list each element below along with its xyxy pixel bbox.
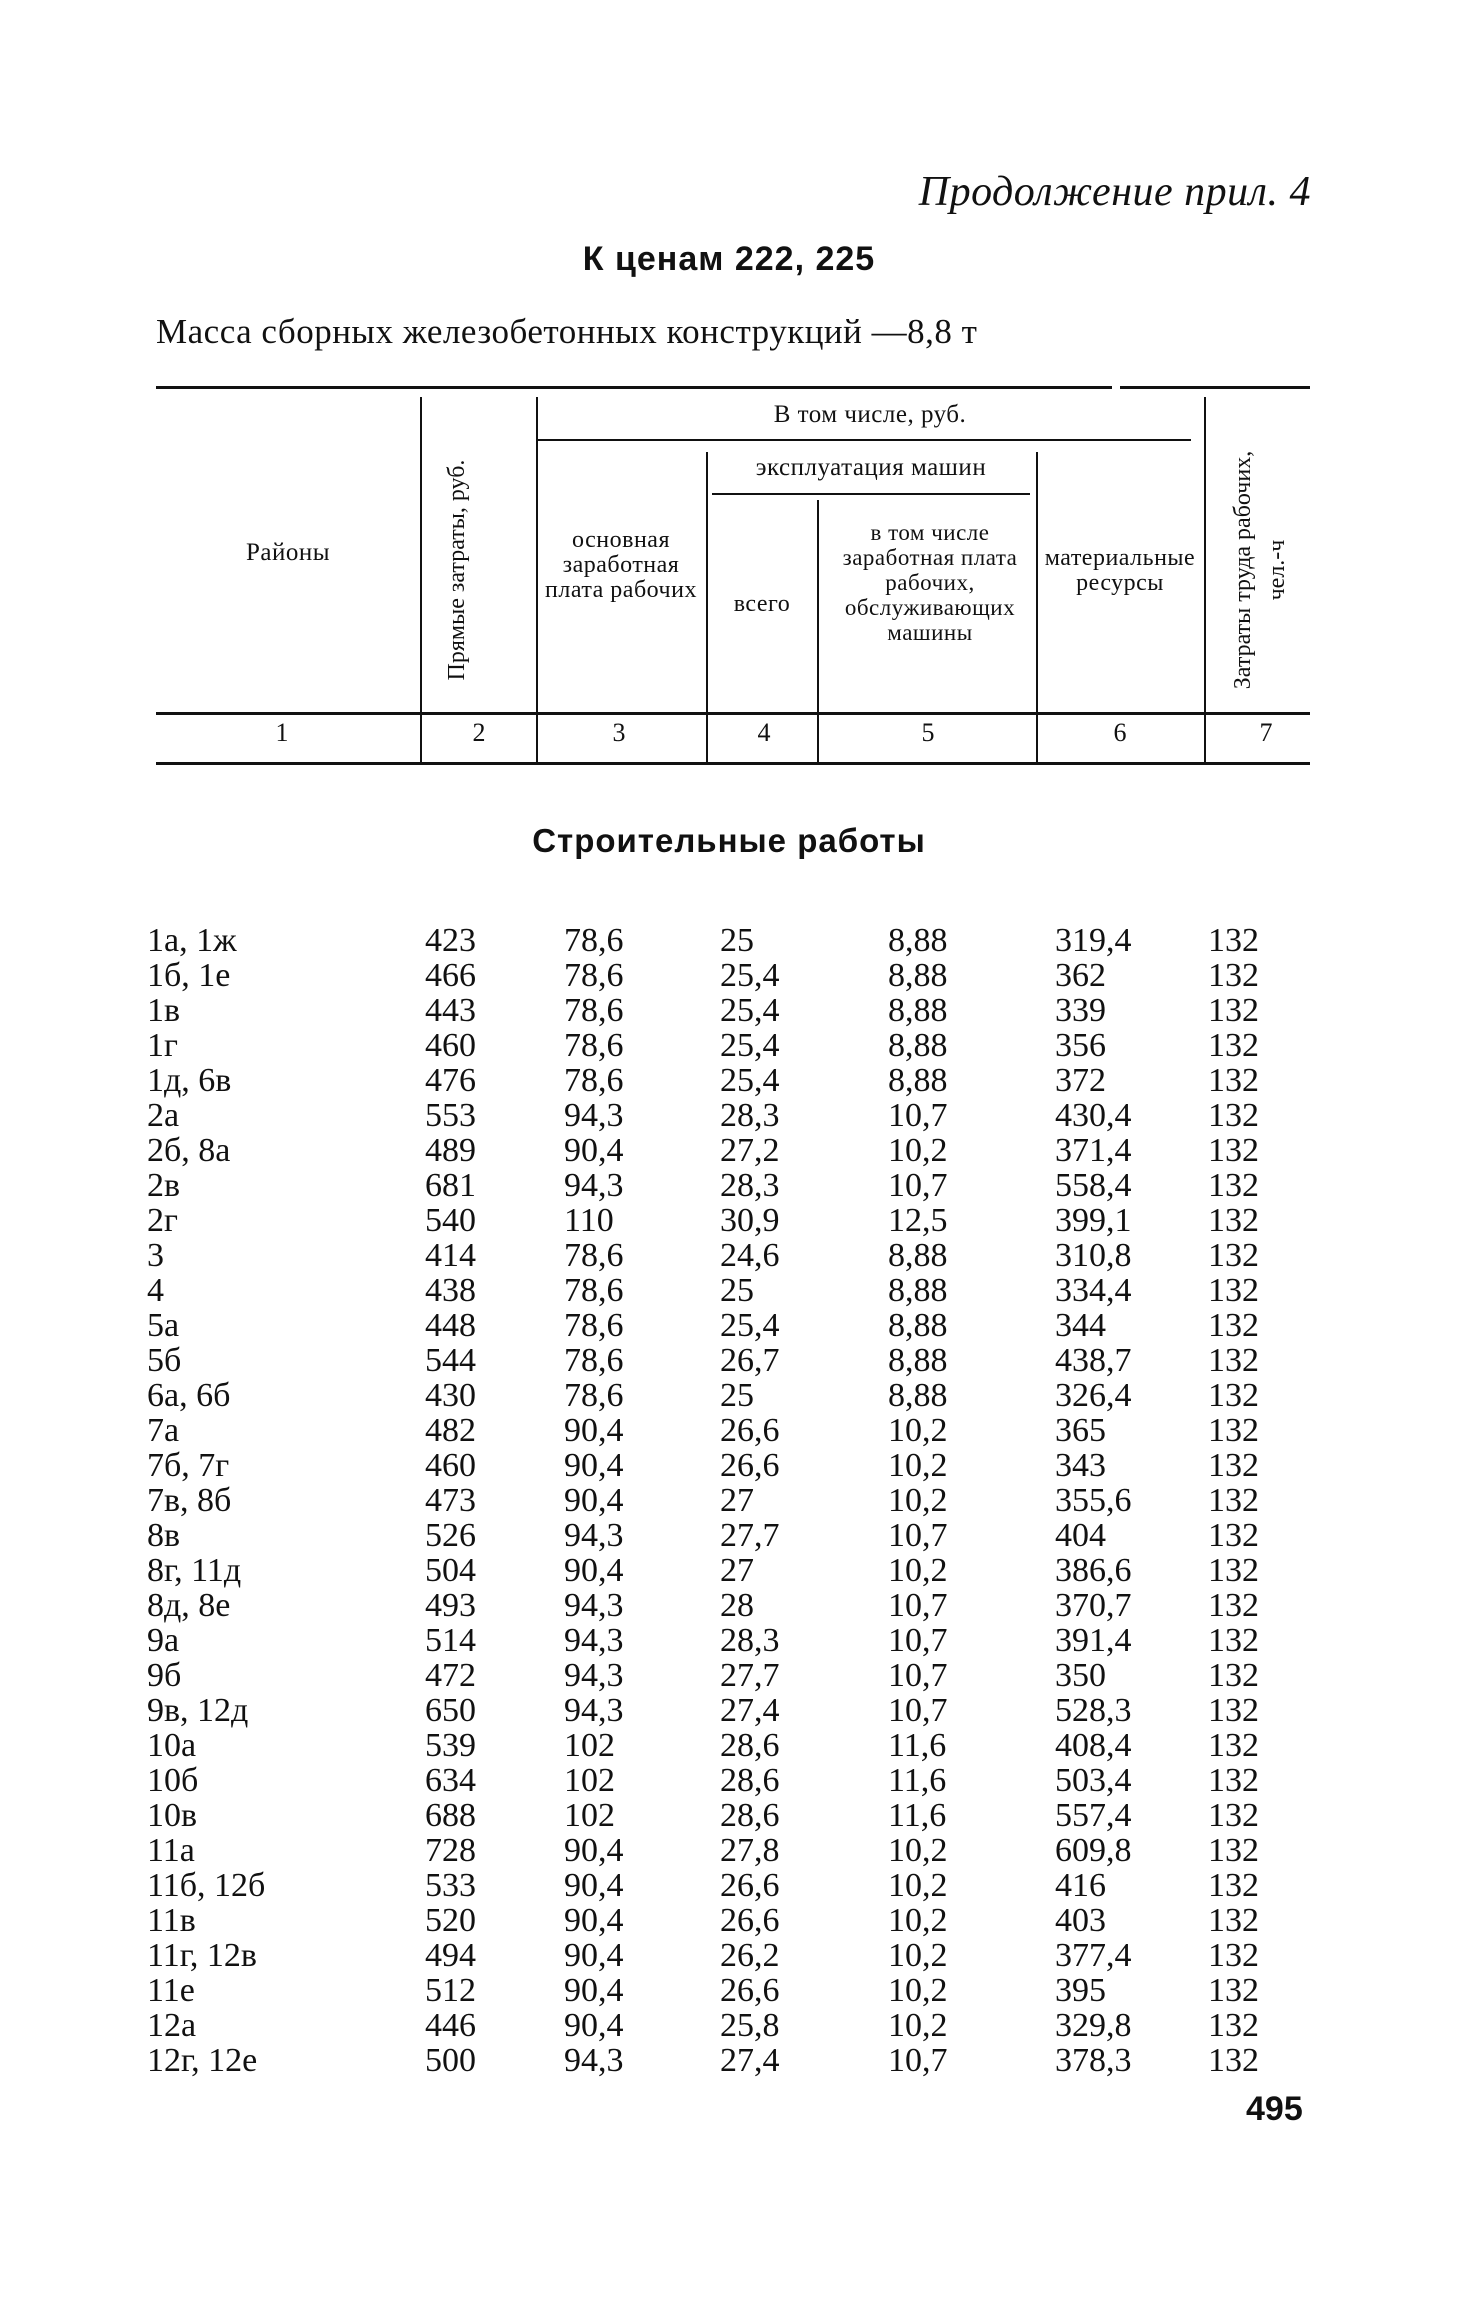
header-top-rule-right (1120, 386, 1310, 389)
table-cell: 466 (425, 957, 476, 994)
table-cell: 132 (1208, 1727, 1259, 1764)
table-cell: 132 (1208, 1132, 1259, 1169)
table-cell: 132 (1208, 1972, 1259, 2009)
table-cell: 2в (147, 1167, 181, 1204)
table-cell: 132 (1208, 1202, 1259, 1239)
table-cell: 403 (1055, 1902, 1106, 1939)
table-cell: 25,4 (720, 992, 780, 1029)
table-cell: 10,2 (888, 1482, 948, 1519)
table-row (0, 1063, 1458, 1098)
table-cell: 28,3 (720, 1622, 780, 1659)
table-cell: 500 (425, 2042, 476, 2079)
table-cell: 10а (147, 1727, 197, 1764)
table-cell: 90,4 (564, 1867, 624, 1904)
header-group: В том числе, руб. (773, 401, 967, 428)
column-number-7: 7 (1259, 718, 1273, 747)
group-rule (536, 439, 1191, 441)
table-cell: 28,3 (720, 1167, 780, 1204)
table-cell: 27,8 (720, 1832, 780, 1869)
table-cell: 512 (425, 1972, 476, 2009)
divider-6 (1204, 397, 1206, 762)
table-cell: 329,8 (1055, 2007, 1132, 2044)
table-cell: 493 (425, 1587, 476, 1624)
table-cell: 416 (1055, 1867, 1106, 1904)
table-cell: 371,4 (1055, 1132, 1132, 1169)
table-cell: 90,4 (564, 1552, 624, 1589)
table-cell: 94,3 (564, 1587, 624, 1624)
header-bottom-rule (156, 712, 1310, 715)
table-row (0, 1308, 1458, 1343)
table-cell: 7а (147, 1412, 180, 1449)
table-cell: 26,6 (720, 1902, 780, 1939)
table-cell: 94,3 (564, 1622, 624, 1659)
continuation-note: Продолжение прил. 4 (918, 169, 1311, 215)
table-cell: 344 (1055, 1307, 1106, 1344)
table-cell: 414 (425, 1237, 476, 1274)
table-cell: 438,7 (1055, 1342, 1132, 1379)
table-cell: 132 (1208, 1867, 1259, 1904)
table-cell: 132 (1208, 1622, 1259, 1659)
data-rows (0, 923, 1458, 2078)
table-cell: 472 (425, 1657, 476, 1694)
table-cell: 386,6 (1055, 1552, 1132, 1589)
table-cell: 8,88 (888, 1377, 948, 1414)
header-machines-total: всего (733, 591, 791, 617)
table-row (0, 1938, 1458, 1973)
table-cell: 28,3 (720, 1097, 780, 1134)
table-cell: 553 (425, 1097, 476, 1134)
table-cell: 78,6 (564, 1307, 624, 1344)
table-cell: 78,6 (564, 1237, 624, 1274)
table-cell: 7в, 8б (147, 1482, 232, 1519)
column-number-2: 2 (472, 718, 486, 747)
table-cell: 132 (1208, 1307, 1259, 1344)
table-cell: 10,7 (888, 1692, 948, 1729)
table-cell: 102 (564, 1727, 615, 1764)
table-cell: 460 (425, 1447, 476, 1484)
table-cell: 334,4 (1055, 1272, 1132, 1309)
table-cell: 132 (1208, 1342, 1259, 1379)
table-cell: 634 (425, 1762, 476, 1799)
table-cell: 2а (147, 1097, 180, 1134)
table-cell: 8,88 (888, 1307, 948, 1344)
table-cell: 94,3 (564, 1517, 624, 1554)
table-cell: 132 (1208, 1237, 1259, 1274)
table-cell: 10,2 (888, 1132, 948, 1169)
mass-line: Масса сборных железобетонных конструкций —8,8 т (156, 312, 978, 351)
table-cell: 514 (425, 1622, 476, 1659)
table-cell: 102 (564, 1797, 615, 1834)
table-cell: 482 (425, 1412, 476, 1449)
table-cell: 404 (1055, 1517, 1106, 1554)
table-cell: 28 (720, 1587, 754, 1624)
table-cell: 25 (720, 922, 754, 959)
table-cell: 132 (1208, 1027, 1259, 1064)
table-cell: 90,4 (564, 1447, 624, 1484)
table-cell: 473 (425, 1482, 476, 1519)
table-cell: 27 (720, 1552, 754, 1589)
table-row (0, 1098, 1458, 1133)
table-cell: 494 (425, 1937, 476, 1974)
table-row (0, 1553, 1458, 1588)
table-cell: 26,6 (720, 1972, 780, 2009)
table-cell: 11,6 (888, 1727, 947, 1764)
table-cell: 132 (1208, 1797, 1259, 1834)
table-cell: 10в (147, 1797, 198, 1834)
table-cell: 132 (1208, 2007, 1259, 2044)
table-cell: 28,6 (720, 1797, 780, 1834)
table-cell: 132 (1208, 1902, 1259, 1939)
divider-1 (420, 397, 422, 762)
table-row (0, 1448, 1458, 1483)
table-cell: 132 (1208, 1062, 1259, 1099)
header-materials: материальные ресурсы (1044, 545, 1196, 596)
table-cell: 30,9 (720, 1202, 780, 1239)
table-row (0, 1133, 1458, 1168)
table-cell: 5б (147, 1342, 182, 1379)
table-cell: 102 (564, 1762, 615, 1799)
table-cell: 9б (147, 1657, 182, 1694)
table-row (0, 923, 1458, 958)
table-cell: 10,7 (888, 2042, 948, 2079)
header-base-wage: основная заработная плата рабочих (545, 527, 697, 603)
table-row (0, 2008, 1458, 2043)
section-heading: Строительные работы (532, 822, 926, 859)
table-cell: 10,2 (888, 1832, 948, 1869)
table-cell: 24,6 (720, 1237, 780, 1274)
table-row (0, 1343, 1458, 1378)
table-cell: 8г, 11д (147, 1552, 242, 1589)
table-cell: 132 (1208, 957, 1259, 994)
table-cell: 430 (425, 1377, 476, 1414)
table-cell: 395 (1055, 1972, 1106, 2009)
table-row (0, 1798, 1458, 1833)
divider-4 (817, 500, 819, 762)
table-cell: 25 (720, 1377, 754, 1414)
table-row (0, 1973, 1458, 2008)
table-cell: 132 (1208, 1482, 1259, 1519)
table-cell: 132 (1208, 1377, 1259, 1414)
table-row (0, 1763, 1458, 1798)
table-cell: 1г (147, 1027, 178, 1064)
table-cell: 443 (425, 992, 476, 1029)
table-row (0, 1028, 1458, 1063)
table-cell: 10,7 (888, 1097, 948, 1134)
table-cell: 90,4 (564, 1902, 624, 1939)
table-cell: 27,4 (720, 2042, 780, 2079)
table-cell: 132 (1208, 1937, 1259, 1974)
table-cell: 25,4 (720, 1062, 780, 1099)
header-regions: Районы (245, 539, 331, 566)
table-cell: 25,4 (720, 957, 780, 994)
table-cell: 11,6 (888, 1762, 947, 1799)
table-cell: 90,4 (564, 1412, 624, 1449)
table-cell: 90,4 (564, 1482, 624, 1519)
table-cell: 539 (425, 1727, 476, 1764)
table-cell: 557,4 (1055, 1797, 1132, 1834)
table-cell: 9в, 12д (147, 1692, 249, 1729)
page-number: 495 (1246, 2090, 1303, 2128)
table-cell: 10,2 (888, 1552, 948, 1589)
table-cell: 430,4 (1055, 1097, 1132, 1134)
table-cell: 10б (147, 1762, 199, 1799)
table-cell: 460 (425, 1027, 476, 1064)
table-cell: 27,2 (720, 1132, 780, 1169)
table-cell: 27,4 (720, 1692, 780, 1729)
table-cell: 90,4 (564, 1832, 624, 1869)
table-cell: 26,7 (720, 1342, 780, 1379)
table-cell: 26,6 (720, 1412, 780, 1449)
table-cell: 78,6 (564, 957, 624, 994)
table-cell: 2г (147, 1202, 178, 1239)
table-cell: 1в (147, 992, 181, 1029)
machines-rule (712, 493, 1030, 495)
table-cell: 533 (425, 1867, 476, 1904)
table-cell: 372 (1055, 1062, 1106, 1099)
table-cell: 110 (564, 1202, 614, 1239)
table-cell: 362 (1055, 957, 1106, 994)
table-cell: 681 (425, 1167, 476, 1204)
table-cell: 8д, 8е (147, 1587, 231, 1624)
table-row (0, 1658, 1458, 1693)
table-cell: 132 (1208, 1447, 1259, 1484)
table-cell: 438 (425, 1272, 476, 1309)
table-cell: 28,6 (720, 1727, 780, 1764)
header-machine-wage: в том числе заработная плата рабочих, обслуживающих машины (842, 520, 1018, 645)
table-cell: 10,7 (888, 1167, 948, 1204)
table-cell: 12а (147, 2007, 197, 2044)
table-row (0, 958, 1458, 993)
table-cell: 94,3 (564, 1167, 624, 1204)
table-row (0, 1413, 1458, 1448)
table-cell: 650 (425, 1692, 476, 1729)
table-cell: 132 (1208, 1657, 1259, 1694)
table-cell: 94,3 (564, 1692, 624, 1729)
table-cell: 132 (1208, 1587, 1259, 1624)
table-row (0, 1273, 1458, 1308)
table-row (0, 993, 1458, 1028)
table-cell: 10,7 (888, 1587, 948, 1624)
table-cell: 5а (147, 1307, 180, 1344)
table-cell: 310,8 (1055, 1237, 1132, 1274)
column-number-5: 5 (921, 718, 935, 747)
table-cell: 8,88 (888, 1272, 948, 1309)
table-cell: 132 (1208, 2042, 1259, 2079)
table-cell: 90,4 (564, 1937, 624, 1974)
table-cell: 476 (425, 1062, 476, 1099)
table-cell: 78,6 (564, 922, 624, 959)
table-cell: 8,88 (888, 1342, 948, 1379)
header-labor: Затраты труда рабочих, чел.-ч (1230, 450, 1290, 690)
table-cell: 10,2 (888, 2007, 948, 2044)
table-cell: 94,3 (564, 1097, 624, 1134)
table-row (0, 1203, 1458, 1238)
table-cell: 132 (1208, 1097, 1259, 1134)
table-cell: 503,4 (1055, 1762, 1132, 1799)
table-cell: 10,7 (888, 1517, 948, 1554)
table-cell: 78,6 (564, 1027, 624, 1064)
table-cell: 26,2 (720, 1937, 780, 1974)
table-cell: 8в (147, 1517, 181, 1554)
table-cell: 446 (425, 2007, 476, 2044)
table-cell: 132 (1208, 1167, 1259, 1204)
table-cell: 1д, 6в (147, 1062, 232, 1099)
table-cell: 94,3 (564, 2042, 624, 2079)
header-top-rule (156, 386, 1112, 389)
table-cell: 355,6 (1055, 1482, 1132, 1519)
table-cell: 94,3 (564, 1657, 624, 1694)
table-cell: 132 (1208, 1692, 1259, 1729)
table-cell: 10,2 (888, 1972, 948, 2009)
table-cell: 132 (1208, 1412, 1259, 1449)
table-cell: 408,4 (1055, 1727, 1132, 1764)
table-cell: 12г, 12е (147, 2042, 258, 2079)
table-cell: 540 (425, 1202, 476, 1239)
table-cell: 3 (147, 1237, 164, 1274)
table-cell: 11а (147, 1832, 195, 1869)
table-cell: 25 (720, 1272, 754, 1309)
table-cell: 8,88 (888, 922, 948, 959)
table-cell: 528,3 (1055, 1692, 1132, 1729)
table-cell: 2б, 8а (147, 1132, 231, 1169)
table-cell: 350 (1055, 1657, 1106, 1694)
numbers-bottom-rule (156, 762, 1310, 765)
table-cell: 558,4 (1055, 1167, 1132, 1204)
table-cell: 6а, 6б (147, 1377, 231, 1414)
column-number-1: 1 (275, 718, 289, 747)
table-cell: 132 (1208, 992, 1259, 1029)
table-cell: 10,7 (888, 1622, 948, 1659)
table-cell: 8,88 (888, 1027, 948, 1064)
table-cell: 326,4 (1055, 1377, 1132, 1414)
table-cell: 11е (147, 1972, 195, 2009)
column-number-6: 6 (1113, 718, 1127, 747)
table-cell: 1б, 1е (147, 957, 231, 994)
table-cell: 132 (1208, 1272, 1259, 1309)
table-cell: 520 (425, 1902, 476, 1939)
table-cell: 10,2 (888, 1937, 948, 1974)
table-cell: 448 (425, 1307, 476, 1344)
table-cell: 78,6 (564, 1062, 624, 1099)
table-cell: 399,1 (1055, 1202, 1132, 1239)
table-row (0, 1588, 1458, 1623)
table-cell: 4 (147, 1272, 164, 1309)
table-cell: 526 (425, 1517, 476, 1554)
column-number-3: 3 (612, 718, 626, 747)
table-cell: 27,7 (720, 1517, 780, 1554)
table-cell: 90,4 (564, 2007, 624, 2044)
table-cell: 12,5 (888, 1202, 948, 1239)
header-machines: эксплуатация машин (755, 454, 987, 481)
table-cell: 688 (425, 1797, 476, 1834)
table-cell: 78,6 (564, 992, 624, 1029)
table-cell: 27 (720, 1482, 754, 1519)
table-cell: 26,6 (720, 1867, 780, 1904)
table-cell: 343 (1055, 1447, 1106, 1484)
table-cell: 1а, 1ж (147, 922, 237, 959)
table-row (0, 1623, 1458, 1658)
table-cell: 10,2 (888, 1447, 948, 1484)
table-cell: 26,6 (720, 1447, 780, 1484)
table-cell: 504 (425, 1552, 476, 1589)
table-cell: 339 (1055, 992, 1106, 1029)
table-cell: 7б, 7г (147, 1447, 230, 1484)
table-cell: 90,4 (564, 1972, 624, 2009)
table-cell: 319,4 (1055, 922, 1132, 959)
table-cell: 8,88 (888, 1237, 948, 1274)
table-cell: 728 (425, 1832, 476, 1869)
table-row (0, 1168, 1458, 1203)
table-cell: 25,4 (720, 1307, 780, 1344)
table-cell: 132 (1208, 1762, 1259, 1799)
table-cell: 489 (425, 1132, 476, 1169)
table-row (0, 1693, 1458, 1728)
table-cell: 378,3 (1055, 2042, 1132, 2079)
table-cell: 132 (1208, 1552, 1259, 1589)
table-cell: 9а (147, 1622, 180, 1659)
table-row (0, 1868, 1458, 1903)
table-cell: 11в (147, 1902, 196, 1939)
table-cell: 8,88 (888, 1062, 948, 1099)
column-number-4: 4 (757, 718, 771, 747)
table-row (0, 1728, 1458, 1763)
table-cell: 10,2 (888, 1867, 948, 1904)
table-cell: 10,7 (888, 1657, 948, 1694)
table-cell: 78,6 (564, 1342, 624, 1379)
table-row (0, 1518, 1458, 1553)
table-cell: 11г, 12в (147, 1937, 257, 1974)
table-cell: 356 (1055, 1027, 1106, 1064)
table-cell: 609,8 (1055, 1832, 1132, 1869)
table-cell: 8,88 (888, 992, 948, 1029)
table-cell: 25,4 (720, 1027, 780, 1064)
table-cell: 377,4 (1055, 1937, 1132, 1974)
table-cell: 11,6 (888, 1797, 947, 1834)
table-row (0, 1378, 1458, 1413)
price-title: К ценам 222, 225 (582, 240, 876, 278)
table-cell: 78,6 (564, 1272, 624, 1309)
table-cell: 544 (425, 1342, 476, 1379)
table-cell: 423 (425, 922, 476, 959)
table-row (0, 2043, 1458, 2078)
divider-5 (1036, 452, 1038, 762)
table-cell: 10,2 (888, 1412, 948, 1449)
table-row (0, 1903, 1458, 1938)
table-cell: 28,6 (720, 1762, 780, 1799)
table-cell: 132 (1208, 1832, 1259, 1869)
table-cell: 27,7 (720, 1657, 780, 1694)
table-cell: 8,88 (888, 957, 948, 994)
header-direct-costs: Прямые затраты, руб. (444, 459, 470, 681)
table-cell: 132 (1208, 1517, 1259, 1554)
table-row (0, 1238, 1458, 1273)
table-cell: 391,4 (1055, 1622, 1132, 1659)
table-row (0, 1483, 1458, 1518)
table-cell: 370,7 (1055, 1587, 1132, 1624)
table-cell: 365 (1055, 1412, 1106, 1449)
table-cell: 78,6 (564, 1377, 624, 1414)
table-cell: 25,8 (720, 2007, 780, 2044)
table-cell: 10,2 (888, 1902, 948, 1939)
table-cell: 90,4 (564, 1132, 624, 1169)
table-cell: 132 (1208, 922, 1259, 959)
table-row (0, 1833, 1458, 1868)
table-cell: 11б, 12б (147, 1867, 266, 1904)
